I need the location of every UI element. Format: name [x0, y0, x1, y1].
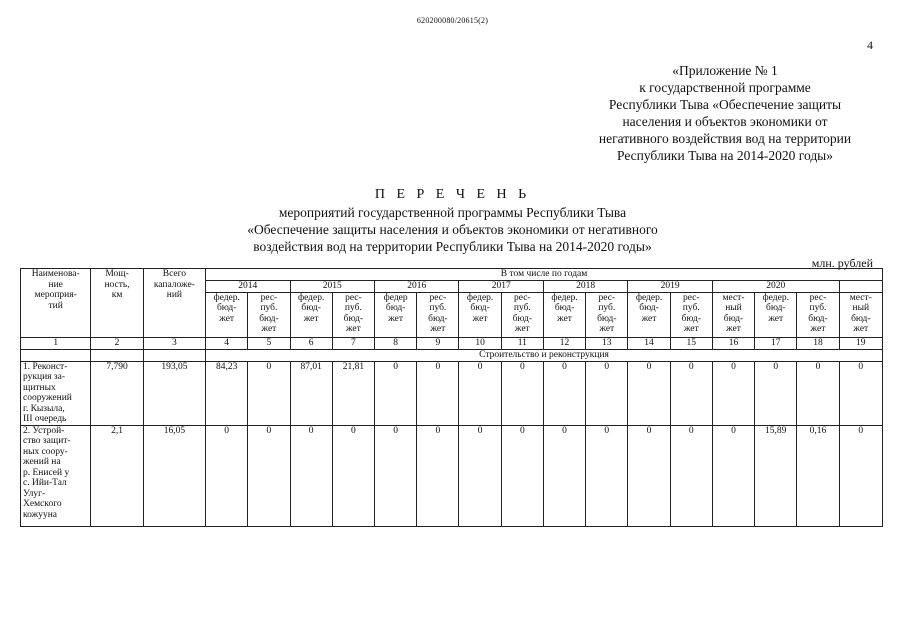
title-line: воздействия вод на территории Республики Тыва на 2014-2020 годы» [253, 239, 652, 254]
header-budget: рес- пуб. бюд- жет [797, 292, 839, 337]
header-year: 2014 [206, 280, 290, 292]
budget-value: 0 [797, 361, 839, 425]
budget-value: 0 [290, 425, 332, 526]
appendix-line: Республики Тыва «Обеспечение защиты [608, 97, 842, 112]
section-row [21, 349, 883, 361]
header-budget: мест- ный бюд- жет [839, 292, 882, 337]
appendix-line: населения и объектов экономики от [622, 114, 828, 129]
budget-value: 0 [248, 425, 290, 526]
budget-value: 0 [375, 361, 417, 425]
column-number: 7 [332, 337, 374, 349]
budget-value: 0 [839, 361, 882, 425]
budget-value: 0 [543, 425, 585, 526]
header-budget: федер. бюд- жет [628, 292, 670, 337]
budget-value: 87,01 [290, 361, 332, 425]
column-number-row [21, 337, 883, 349]
header-year: 2020 [712, 280, 839, 292]
column-number: 2 [91, 337, 143, 349]
header-budget: рес- пуб. бюд- жет [501, 292, 543, 337]
header-budget: федер. бюд- жет [206, 292, 248, 337]
column-number: 4 [206, 337, 248, 349]
budget-value: 21,81 [332, 361, 374, 425]
header-total: Всего капаложе- ний [143, 269, 205, 338]
header-budget: федер. бюд- жет [459, 292, 501, 337]
measure-power: 2,1 [91, 425, 143, 526]
column-number: 13 [586, 337, 628, 349]
measure-name: 2. Устрой- ство защит- ных соору- жений на р. Енисей у с. Ийи-Тал Улуг- Хемского кожууна [21, 425, 91, 526]
column-number: 1 [21, 337, 91, 349]
measure-total: 16,05 [143, 425, 205, 526]
budget-value: 0 [586, 425, 628, 526]
budget-value: 0 [375, 425, 417, 526]
column-number: 6 [290, 337, 332, 349]
header-row [21, 269, 883, 281]
budget-value: 0 [712, 361, 754, 425]
column-number: 8 [375, 337, 417, 349]
budget-value: 0 [417, 425, 459, 526]
appendix-header [560, 62, 890, 164]
column-number: 3 [143, 337, 205, 349]
budget-value: 0,16 [797, 425, 839, 526]
column-number: 11 [501, 337, 543, 349]
appendix-line: «Приложение № 1 [672, 63, 778, 78]
section-empty [91, 349, 143, 361]
appendix-line: Республики Тыва на 2014-2020 годы» [616, 148, 834, 163]
budget-value: 0 [628, 425, 670, 526]
appendix-line: к государственной программе [639, 80, 811, 95]
section-title: Строительство и реконструкция [206, 349, 883, 361]
header-year: 2018 [543, 280, 627, 292]
table-row [21, 361, 883, 425]
header-budget: федер бюд- жет [375, 292, 417, 337]
budget-value: 0 [459, 361, 501, 425]
header-year: 2019 [628, 280, 712, 292]
header-budget: рес- пуб. бюд- жет [248, 292, 290, 337]
table-row [21, 425, 883, 526]
budget-value: 84,23 [206, 361, 248, 425]
title-line: мероприятий государственной программы Республики Тыва [278, 205, 627, 220]
section-empty [143, 349, 205, 361]
measure-name: 1. Реконст- рукция за- щитных сооружений г. Кызыла, III очередь [21, 361, 91, 425]
page-number: 4 [867, 38, 873, 52]
title-main: П Е Р Е Ч Е Н Ь [374, 187, 531, 202]
column-number: 5 [248, 337, 290, 349]
appendix-line: негативного воздействия вод на территории [598, 131, 852, 146]
header-year-empty [839, 280, 882, 292]
column-number: 12 [543, 337, 585, 349]
budget-value: 15,89 [755, 425, 797, 526]
budget-value: 0 [501, 425, 543, 526]
header-budget: рес- пуб. бюд- жет [417, 292, 459, 337]
column-number: 15 [670, 337, 712, 349]
budget-value: 0 [543, 361, 585, 425]
header-power: Мощ- ность, км [91, 269, 143, 338]
budget-value: 0 [206, 425, 248, 526]
header-budget: мест- ный бюд- жет [712, 292, 754, 337]
header-budget: рес- пуб. бюд- жет [670, 292, 712, 337]
column-number: 19 [839, 337, 882, 349]
column-number: 16 [712, 337, 754, 349]
section-empty [21, 349, 91, 361]
header-budget: федер. бюд- жет [755, 292, 797, 337]
header-year: 2016 [375, 280, 459, 292]
budget-value: 0 [755, 361, 797, 425]
budget-value: 0 [670, 425, 712, 526]
measures-table [20, 268, 883, 527]
header-budget: федер. бюд- жет [543, 292, 585, 337]
column-number: 14 [628, 337, 670, 349]
units-label: млн. рублей [811, 256, 873, 270]
budget-value: 0 [839, 425, 882, 526]
budget-value: 0 [712, 425, 754, 526]
header-year: 2017 [459, 280, 543, 292]
budget-value: 0 [417, 361, 459, 425]
column-number: 10 [459, 337, 501, 349]
header-name: Наименова- ние мероприя- тий [21, 269, 91, 338]
header-budget: рес- пуб. бюд- жет [586, 292, 628, 337]
column-number: 18 [797, 337, 839, 349]
column-number: 9 [417, 337, 459, 349]
budget-value: 0 [501, 361, 543, 425]
measure-total: 193,05 [143, 361, 205, 425]
budget-value: 0 [248, 361, 290, 425]
budget-value: 0 [586, 361, 628, 425]
title-line: «Обеспечение защиты населения и объектов экономики от негативного [247, 222, 658, 237]
header-year: 2015 [290, 280, 374, 292]
document-title [0, 186, 905, 255]
budget-value: 0 [628, 361, 670, 425]
measure-power: 7,790 [91, 361, 143, 425]
budget-value: 0 [670, 361, 712, 425]
header-budget: федер. бюд- жет [290, 292, 332, 337]
header-by-years: В том числе по годам [206, 269, 883, 281]
column-number: 17 [755, 337, 797, 349]
budget-value: 0 [332, 425, 374, 526]
document-id: 620200080/20615(2) [416, 16, 489, 25]
budget-value: 0 [459, 425, 501, 526]
header-budget: рес- пуб. бюд- жет [332, 292, 374, 337]
